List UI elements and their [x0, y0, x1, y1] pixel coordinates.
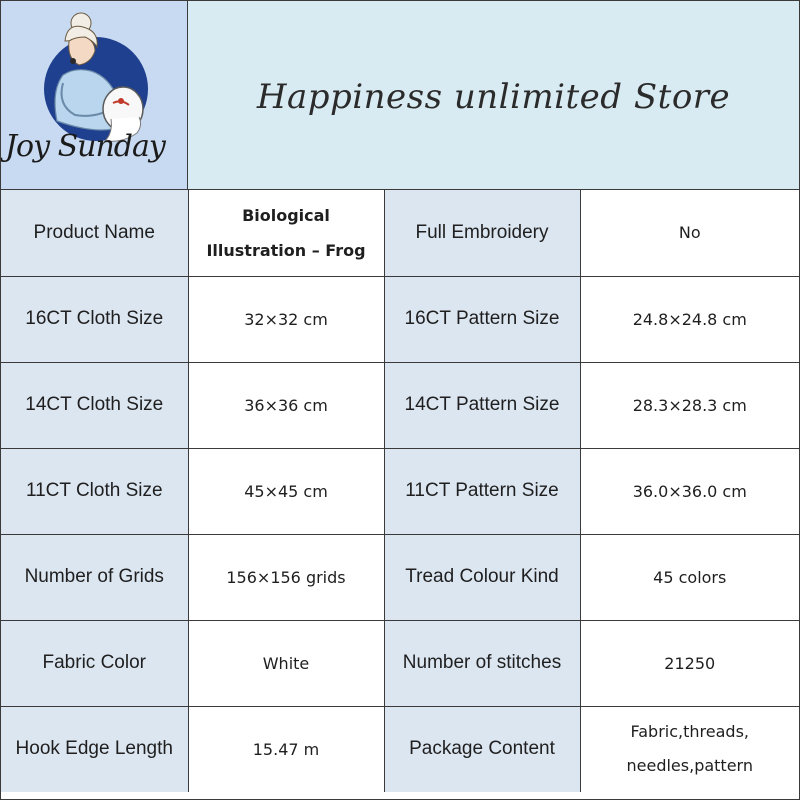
hook-edge-length-value: 15.47 m — [188, 706, 384, 792]
16ct-pattern-size-label: 16CT Pattern Size — [384, 276, 580, 362]
14ct-cloth-size-label: 14CT Cloth Size — [1, 362, 188, 448]
11ct-pattern-size-label: 11CT Pattern Size — [384, 448, 580, 534]
16ct-cloth-size-value: 32×32 cm — [188, 276, 384, 362]
full-embroidery-value: No — [580, 190, 799, 276]
number-of-stitches-value: 21250 — [580, 620, 799, 706]
table-row — [1, 448, 799, 534]
14ct-pattern-size-label: 14CT Pattern Size — [384, 362, 580, 448]
product-name-value: Biological Illustration – Frog — [188, 190, 384, 276]
store-banner — [188, 1, 799, 189]
16ct-cloth-size-label: 16CT Cloth Size — [1, 276, 188, 362]
hook-edge-length-label: Hook Edge Length — [1, 706, 188, 792]
11ct-cloth-size-label: 11CT Cloth Size — [1, 448, 188, 534]
thread-colour-kind-value: 45 colors — [580, 534, 799, 620]
number-of-stitches-label: Number of stitches — [384, 620, 580, 706]
11ct-pattern-size-value: 36.0×36.0 cm — [580, 448, 799, 534]
table-row — [1, 190, 799, 276]
14ct-cloth-size-value: 36×36 cm — [188, 362, 384, 448]
header — [1, 1, 799, 190]
table-row — [1, 276, 799, 362]
table-row — [1, 620, 799, 706]
product-name-label: Product Name — [1, 190, 188, 276]
table-row — [1, 362, 799, 448]
thread-colour-kind-label: Tread Colour Kind — [384, 534, 580, 620]
store-title: Happiness unlimited Store — [256, 77, 731, 117]
table-row — [1, 706, 799, 792]
14ct-pattern-size-value: 28.3×28.3 cm — [580, 362, 799, 448]
package-content-value: Fabric,threads, needles,pattern — [580, 706, 799, 792]
brand-logo — [1, 1, 188, 189]
number-of-grids-label: Number of Grids — [1, 534, 188, 620]
fabric-color-value: White — [188, 620, 384, 706]
brand-logo-text: Joy Sunday — [5, 129, 165, 164]
table-row — [1, 534, 799, 620]
fabric-color-label: Fabric Color — [1, 620, 188, 706]
11ct-cloth-size-value: 45×45 cm — [188, 448, 384, 534]
number-of-grids-value: 156×156 grids — [188, 534, 384, 620]
specs-table — [1, 190, 799, 792]
full-embroidery-label: Full Embroidery — [384, 190, 580, 276]
16ct-pattern-size-value: 24.8×24.8 cm — [580, 276, 799, 362]
package-content-label: Package Content — [384, 706, 580, 792]
